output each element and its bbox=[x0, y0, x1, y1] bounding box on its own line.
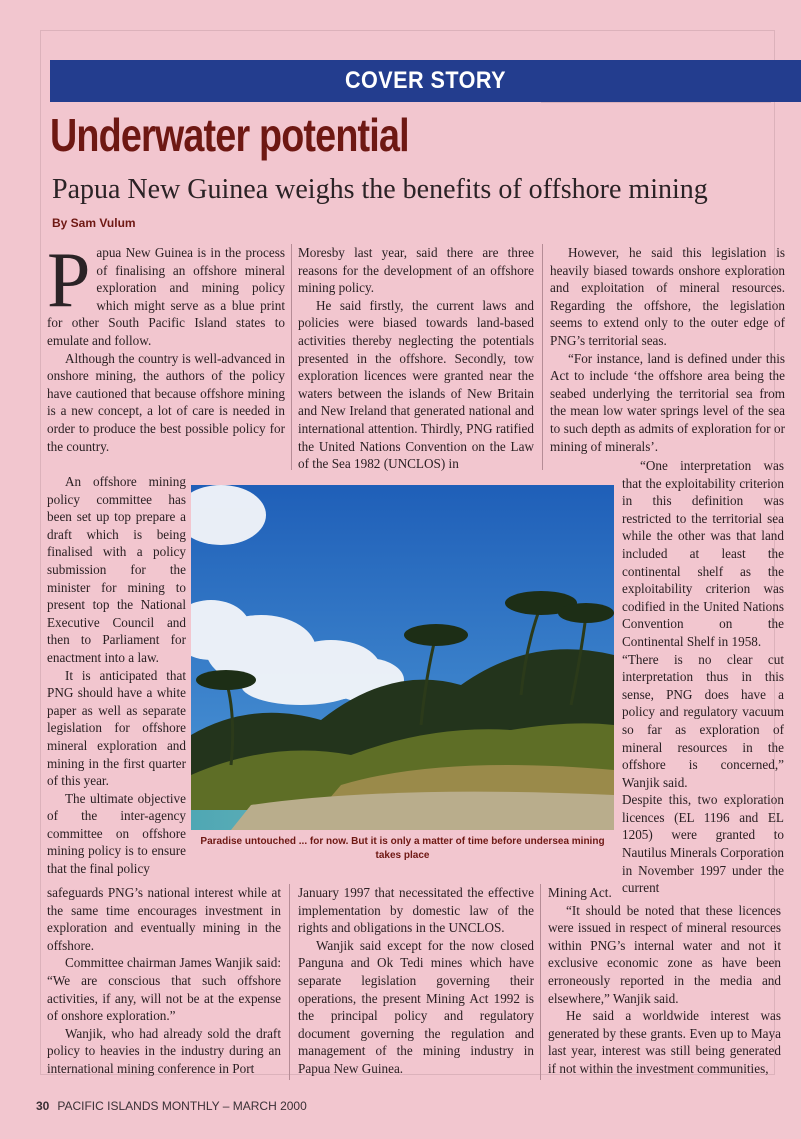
paragraph: Mining Act. bbox=[548, 885, 612, 900]
paragraph: “It should be noted that these licences were issued in respect of mineral resources within PNG’s internal water and not it exclusive economic zone as have been erroneously reported in the media and elsewhere,” Wanjik said. bbox=[548, 902, 781, 1006]
paragraph: It is anticipated that PNG should have a white paper as well as separate legislation for offshore mineral exploration and mining in the first quarter of this year. bbox=[47, 667, 186, 789]
paragraph: Although the country is well-advanced in onshore mining, the authors of the policy have cautioned that because offshore mining is a new concept, a lot of care is needed in order to produce the best possible policy for the country. bbox=[47, 350, 285, 454]
paragraph: The ultimate objective of the inter-agency committee on offshore mining policy is to ensure that the final policy bbox=[47, 790, 186, 877]
paragraph: Wanjik, who had already sold the draft policy to heavies in the industry during an international mining conference in Port bbox=[47, 1025, 281, 1076]
paragraph: safeguards PNG’s national interest while at the same time encourages investment in exploration and eventually mining in the offshore. bbox=[47, 885, 281, 953]
column-3-bottom bbox=[548, 884, 781, 1078]
column-3-top bbox=[550, 244, 785, 455]
column-1-bottom bbox=[47, 884, 281, 1078]
tropical-island-photo bbox=[191, 485, 614, 830]
paragraph: He said a worldwide interest was generated by these grants. Even up to Maya last year, interest was still being generated if not within the investment communities, bbox=[548, 1008, 781, 1076]
paragraph: “One interpretation was that the exploitability criterion in this definition was restricted to the territorial sea while the other was that land included at least the continental shelf as the exploitability criterion was codified in the United Nations Convention on the Continental Shelf in 1958. bbox=[622, 458, 784, 649]
column-3-middle bbox=[622, 457, 784, 897]
photo-caption: Paradise untouched ... for now. But it is only a matter of time before undersea mining takes place bbox=[200, 836, 605, 861]
paragraph: “For instance, land is defined under this Act to include ‘the offshore area being the seabed underlying the territorial sea from the mean low water springs level of the sea to such depth as admits of exploration for or mining of minerals’. bbox=[550, 350, 785, 454]
paragraph: Committee chairman James Wanjik said: “We are conscious that such offshore activities, if any, will not be at the expense of onshore exploration.” bbox=[47, 955, 281, 1024]
paragraph: He said firstly, the current laws and policies were biased towards land-based activities thereby neglecting the potentials presented in the offshore. Secondly, tow exploration licences were granted near the waters between the islands of New Britain and New Ireland that generated national and international attention. Thirdly, PNG ratified the United Nations Convention on the Law of the Sea 1982 (UNCLOS) in bbox=[298, 297, 534, 472]
column-1-top bbox=[47, 236, 285, 455]
paragraph: However, he said this legislation is heavily biased towards onshore exploration and exploitation of mineral resources. Regarding the offshore, the legislation seems to extend only to the outer edge of PNG’s territorial seas. bbox=[550, 245, 785, 348]
paragraph: An offshore mining policy committee has been set up top prepare a draft which is being finalised with a policy submission for the minister for mining to present top the National Executive Council and then to Parliament for enactment into a law. bbox=[47, 474, 186, 665]
paragraph: Moresby last year, said there are three reasons for the development of an offshore mining policy. bbox=[298, 245, 534, 296]
paragraph: January 1997 that necessitated the effective implementation by domestic law of the rights and obligations in the UNCLOS. bbox=[298, 885, 534, 936]
publication-name: PACIFIC ISLANDS MONTHLY – MARCH 2000 bbox=[57, 1099, 307, 1113]
page-number: 30 bbox=[36, 1099, 50, 1113]
column-1-middle bbox=[47, 473, 186, 878]
column-rule bbox=[542, 244, 543, 470]
column-rule bbox=[289, 884, 290, 1080]
paragraph: “There is no clear cut interpretation thus in this sense, PNG does have a policy and regulatory vacuum so far as exploration of mineral resources in the offshore is concerned,” Wanjik said. bbox=[622, 651, 784, 790]
section-banner-label: COVER STORY bbox=[345, 67, 506, 94]
island-scene-image bbox=[191, 485, 614, 830]
paragraph: Despite this, two exploration licences (EL 1196 and EL 1205) were granted to Nautilus Minerals Corporation in November 1997 under the current bbox=[622, 792, 784, 896]
column-rule bbox=[291, 244, 292, 470]
column-2-bottom bbox=[298, 884, 534, 1078]
column-2-top bbox=[298, 244, 534, 473]
article-subhead: Papua New Guinea weighs the benefits of offshore mining bbox=[52, 174, 708, 205]
article-headline: Underwater potential bbox=[50, 109, 409, 161]
drop-cap: P bbox=[47, 236, 91, 323]
column-rule bbox=[540, 884, 541, 1080]
page-footer bbox=[36, 1099, 307, 1113]
paragraph: Wanjik said except for the now closed Panguna and Ok Tedi mines which have separate legislation governing their operations, the present Mining Act 1992 is the principal policy and regulatory document governing the regulation and management of the mining industry in Papua New Guinea. bbox=[298, 937, 534, 1076]
article-byline: By Sam Vulum bbox=[52, 216, 136, 230]
paragraph: apua New Guinea is in the process of finalising an offshore mineral exploration and mining policy which might serve as a blue print for other South Pacific Island states to emulate and follow. bbox=[47, 245, 285, 348]
section-banner bbox=[50, 60, 801, 102]
